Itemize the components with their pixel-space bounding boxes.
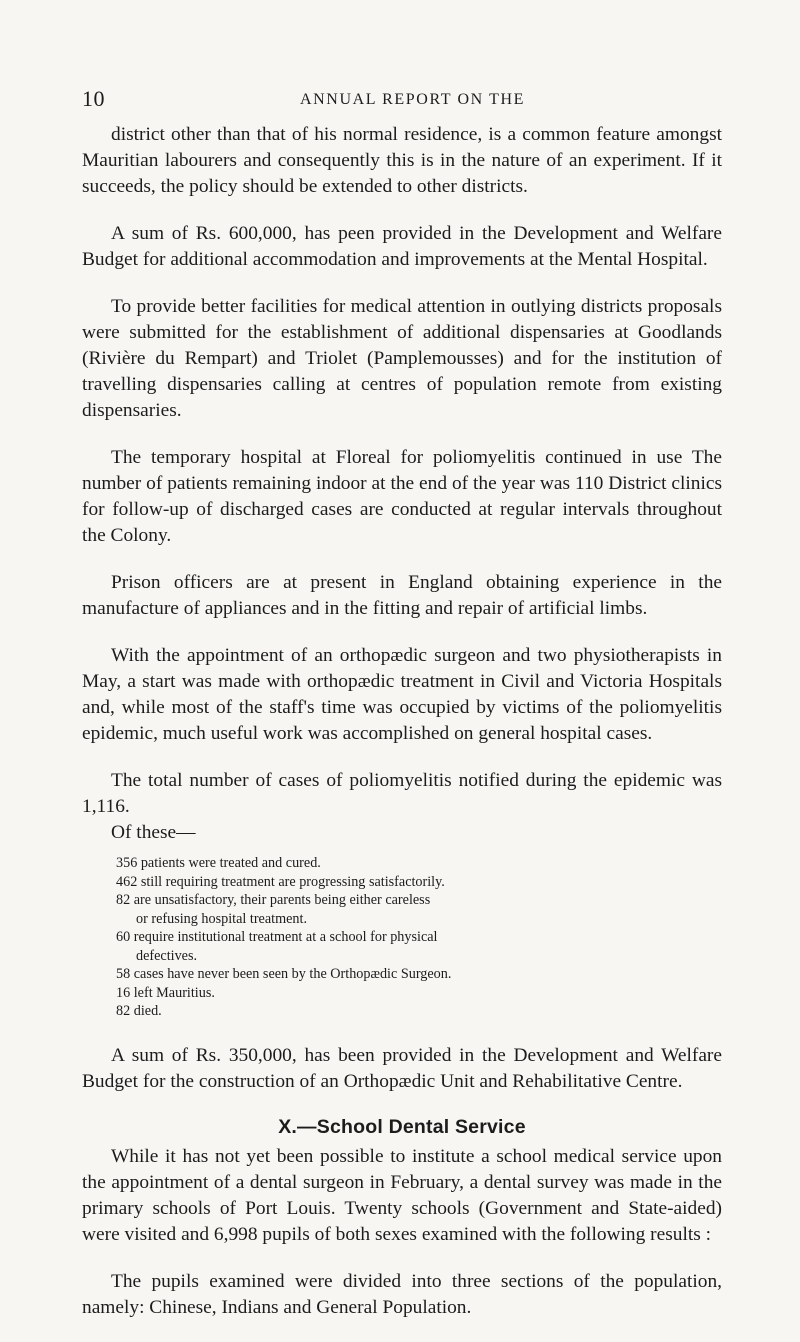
- paragraph-orthopaedic-surgeon: With the appointment of an orthopædic surgeon and two physiotherapists in May, a start was made with orthopædic treatment in Civil and Victoria Hospitals and, while most of the staff's time was occupied by victims of the poliomyelitis epidemic, much useful work was accomplished on general hospital cases.: [82, 645, 722, 744]
- list-item: [116, 984, 556, 1003]
- list-item-text: 60 require institutional treatment at a school for physical: [116, 929, 438, 945]
- list-item: [116, 891, 556, 928]
- list-item: [116, 1002, 556, 1021]
- list-item-text: 58 cases have never been seen by the Orthopædic Surgeon.: [116, 966, 452, 982]
- list-item: [116, 928, 556, 965]
- paragraph-orthopaedic-unit: A sum of Rs. 350,000, has been provided in the Development and Welfare Budget for the construction of an Orthopædic Unit and Rehabilitative Centre.: [82, 1044, 722, 1092]
- paragraph-prison-officers: Prison officers are at present in England obtaining experience in the manufacture of appliances and in the fitting and repair of artificial limbs.: [82, 572, 722, 619]
- list-item-text: 356 patients were treated and cured.: [116, 855, 321, 871]
- page-number: 10: [82, 86, 105, 111]
- polio-outcomes-list: [82, 854, 556, 1021]
- list-item: [116, 965, 556, 984]
- list-item-text: 82 died.: [116, 1003, 162, 1019]
- list-item-text: 82 are unsatisfactory, their parents being either careless: [116, 892, 431, 908]
- list-item-continuation: or refusing hospital treatment.: [136, 910, 307, 927]
- running-title: ANNUAL REPORT ON THE: [300, 91, 525, 108]
- page-header: [0, 86, 800, 116]
- list-item-text: 16 left Mauritius.: [116, 984, 215, 1001]
- of-these-label: Of these—: [111, 822, 196, 843]
- section-heading: X.—School Dental Service: [278, 1115, 526, 1138]
- paragraph-mental-hospital: A sum of Rs. 600,000, has peen provided in the Development and Welfare Budget for additional accommodation and improvements at the Mental Hospital.: [82, 223, 722, 270]
- paragraph-floreal-hospital: The temporary hospital at Floreal for poliomyelitis continued in use The number of patients remaining indoor at the end of the year was 110 District clinics for follow-up of discharged cases are conducted at regular intervals throughout the Colony.: [82, 447, 722, 546]
- paragraph-pupil-sections: The pupils examined were divided into three sections of the population, namely: Chinese, Indians and General Population.: [82, 1270, 722, 1318]
- list-item: [116, 854, 556, 873]
- paragraph-residence: district other than that of his normal residence, is a common feature amongst Mauritian labourers and consequently this is in the nature of an experiment. If it succeeds, the policy should be extended to other districts.: [82, 124, 722, 197]
- paragraph-polio-total: The total number of cases of poliomyelitis notified during the epidemic was 1,116.: [82, 770, 722, 817]
- body-text: [82, 122, 722, 1342]
- list-item: [116, 873, 556, 892]
- list-item-text: 462 still requiring treatment are progressing satisfactorily.: [116, 873, 445, 890]
- paragraph-dispensaries: To provide better facilities for medical attention in outlying districts proposals were submitted for the establishment of additional dispensaries at Goodlands (Rivière du Rempart) and Triolet (Pamplemousses) and for the institution of travelling dispensaries calling at centres of population remote from existing dispensaries.: [82, 296, 722, 421]
- list-item-continuation: defectives.: [136, 947, 198, 964]
- paragraph-dental-survey: While it has not yet been possible to institute a school medical service upon the appointment of a dental surgeon in February, a dental survey was made in the primary schools of Port Louis. Twenty schools (Government and State-aided) were visited and 6,998 pupils of both sexes examined with the following results :: [82, 1145, 722, 1245]
